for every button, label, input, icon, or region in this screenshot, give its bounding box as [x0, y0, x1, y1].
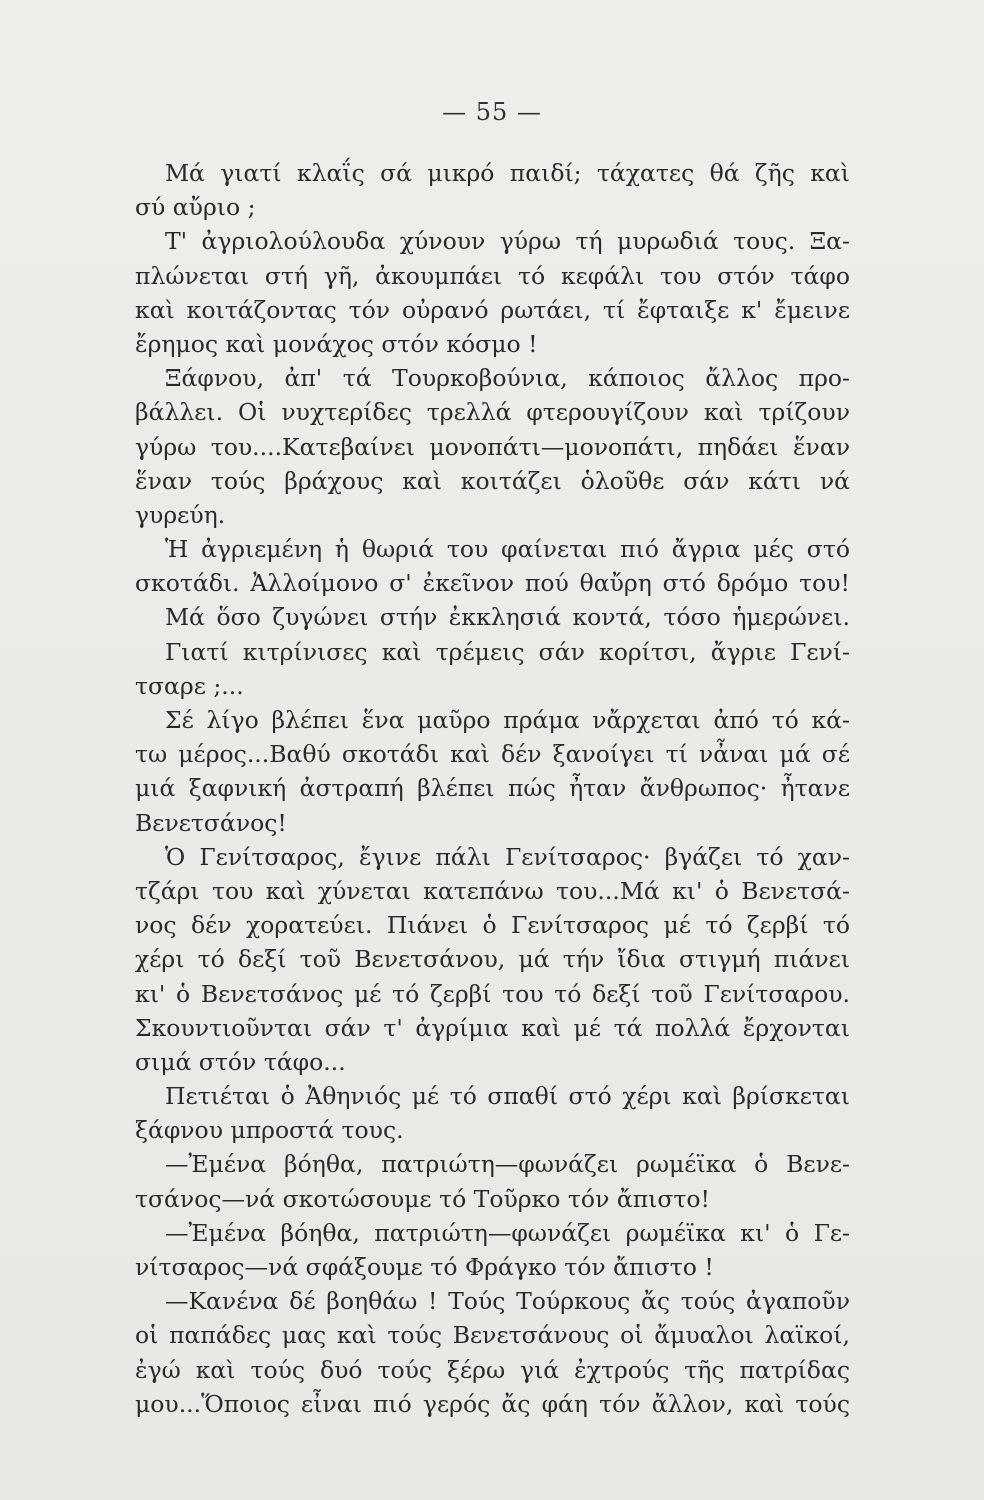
text-line: Γιατί κιτρίνισες καὶ τρέμεις σάν κορίτσι, ἄγριε Γενί-: [165, 637, 850, 666]
text-line: Πετιέται ὁ Ἀθηνιός μέ τό σπαθί στό χέρι καὶ βρίσκεται: [165, 1082, 850, 1111]
text-line: σιμά στόν τάφο...: [135, 1047, 346, 1076]
text-line: Μά ὅσο ζυγώνει στήν ἐκκλησιά κοντά, τόσο ἡμερώνει.: [165, 603, 850, 632]
text-line: σύ αὔριο ;: [135, 193, 256, 222]
text-line: μου...Ὅποιος εἶναι πιό γερός ἄς φάη τόν ἄλλον, καὶ τούς: [135, 1389, 850, 1418]
text-line: κι' ὁ Βενετσάνος μέ τό ζερβί του τό δεξί τοῦ Γενίτσαρου.: [135, 979, 850, 1008]
text-line: Τ' ἀγριολούλουδα χύνουν γύρω τή μυρωδιά τους. Ξα-: [165, 227, 850, 256]
text-line: νίτσαρος—νά σφάξουμε τό Φράγκο τόν ἄπιστο !: [135, 1253, 714, 1281]
text-line: γύρω του....Κατεβαίνει μονοπάτι—μονοπάτι, πηδάει ἕναν: [135, 432, 850, 461]
text-line: ἐγώ καὶ τούς δυό τούς ξέρω γιά ἐχτρούς τῆς πατρίδας: [135, 1355, 850, 1384]
text-line: Ἡ ἀγριεμένη ἡ θωριά του φαίνεται πιό ἄγρια μές στό: [165, 535, 850, 564]
text-line: τζάρι του καὶ χύνεται κατεπάνω του...Μά κι' ὁ Βενετσά-: [135, 876, 850, 905]
body-text: [135, 156, 850, 1421]
text-line: βάλλει. Οἱ νυχτερίδες τρελλά φτερουγίζουν καὶ τρίζουν: [135, 398, 850, 427]
text-line: —Κανένα δέ βοηθάω ! Τούς Τούρκους ἄς τούς ἀγαποῦν: [165, 1287, 850, 1316]
text-line: γυρεύη.: [135, 500, 226, 529]
text-line: ἕναν τούς βράχους καὶ κοιτάζει ὁλοῦθε σάν κάτι νά: [135, 466, 850, 495]
text-line: —Ἐμένα βόηθα, πατριώτη—φωνάζει ρωμέϊκα ὁ Βενε-: [165, 1150, 850, 1179]
text-line: τσαρε ;...: [135, 671, 244, 700]
text-line: ξάφνου μπροστά τους.: [135, 1116, 404, 1145]
text-line: τω μέρος...Βαθύ σκοτάδι καὶ δέν ξανοίγει τί νἆναι μά σέ: [135, 740, 850, 769]
text-line: καὶ κοιτάζοντας τόν οὐρανό ρωτάει, τί ἔφταιξε κ' ἔμεινε: [135, 295, 850, 324]
text-line: οἱ παπάδες μας καὶ τούς Βενετσάνους οἱ ἄμυαλοι λαϊκοί,: [135, 1321, 850, 1350]
text-line: Σκουντιοῦνται σάν τ' ἀγρίμια καὶ μέ τά πολλά ἔρχονται: [135, 1013, 850, 1042]
text-line: ἔρημος καὶ μονάχος στόν κόσμο !: [135, 329, 538, 358]
text-line: Ξάφνου, ἀπ' τά Τουρκοβούνια, κάποιος ἄλλος προ-: [165, 364, 850, 393]
page-number: — 55 —: [442, 98, 542, 126]
text-line: σκοτάδι. Ἀλλοίμονο σ' ἐκεῖνον πού θαὔρη στό δρόμο του!: [135, 569, 850, 598]
text-line: Ὁ Γενίτσαρος, ἔγινε πάλι Γενίτσαρος· βγάζει τό χαν-: [165, 842, 850, 871]
text-line: —Ἐμένα βόηθα, πατριώτη—φωνάζει ρωμέϊκα κι' ὁ Γε-: [165, 1218, 850, 1247]
text-line: χέρι τό δεξί τοῦ Βενετσάνου, μά τήν ἴδια στιγμή πιάνει: [135, 945, 850, 974]
text-line: μιά ξαφνική ἀστραπή βλέπει πώς ἦταν ἄνθρωπος· ἦτανε: [135, 774, 850, 803]
text-line: Σέ λίγο βλέπει ἕνα μαῦρο πράμα νἄρχεται ἀπό τό κά-: [165, 706, 850, 734]
text-line: τσάνος—νά σκοτώσουμε τό Τοῦρκο τόν ἄπιστο!: [135, 1184, 710, 1213]
text-line: Βενετσάνος!: [135, 808, 287, 837]
text-line: Μά γιατί κλαΐς σά μικρό παιδί; τάχατες θά ζῆς καὶ: [165, 159, 850, 187]
text-line: πλώνεται στή γῆ, ἀκουμπάει τό κεφάλι του στόν τάφο: [135, 261, 850, 290]
text-line: νος δέν χορατεύει. Πιάνει ὁ Γενίτσαρος μέ τό ζερβί τό: [135, 911, 850, 940]
